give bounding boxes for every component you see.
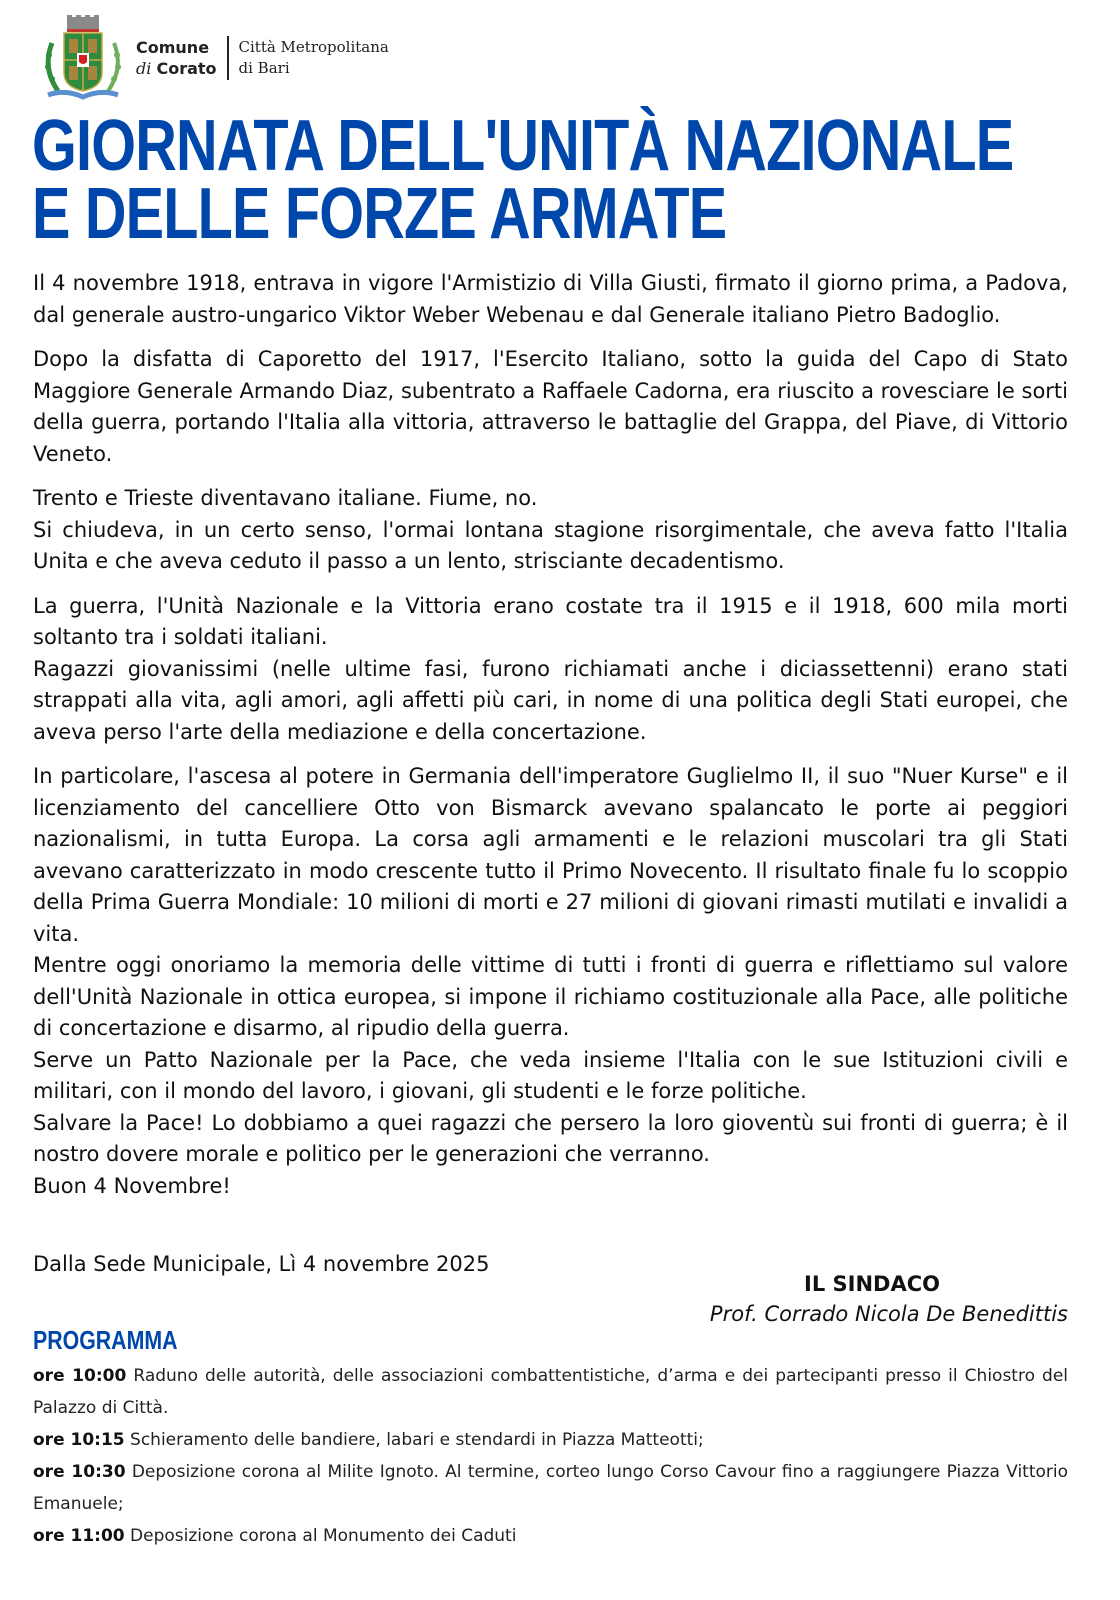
paragraph-2: Dopo la disfatta di Caporetto del 1917, l'Esercito Italiano, sotto la guida del Capo di Stato Maggiore Generale Armando Diaz, subentrato a Raffaele Cadorna, era riuscito a rovesciare le sorti della guerra, portando l'Italia alla vittoria, attraverso le battaglie del Grappa, del Piave, di Vittorio Veneto. xyxy=(33,347,1068,466)
program-time: ore 10:00 xyxy=(33,1366,127,1386)
paragraph-1: Il 4 novembre 1918, entrava in vigore l'Armistizio di Villa Giusti, firmato il giorno prima, a Padova, dal generale austro-ungarico Viktor Weber Webenau e dal Generale italiano Pietro Badoglio. xyxy=(33,271,1068,327)
program-item xyxy=(33,1360,1068,1424)
brand-block xyxy=(136,36,389,80)
program-text: Raduno delle autorità, delle associazioni combattentistiche, d’arma e dei partecipanti presso il Chiostro del Palazzo di Città. xyxy=(33,1366,1069,1418)
signer-name: Prof. Corrado Nicola De Benedittis xyxy=(709,1302,1068,1326)
title-line-1: GIORNATA DELL'UNITÀ NAZIONALE xyxy=(32,106,1014,186)
program-item xyxy=(33,1424,1068,1456)
metro-name: Città Metropolitana di Bari xyxy=(238,38,389,77)
paragraph-5: In particolare, l'ascesa al potere in Germania dell'imperatore Guglielmo II, il suo "Nuer Kurse" e il licenziamento del cancelliere Otto von Bismarck avevano spalancato le porte ai peggiori nazionalismi, in tutta Europa. La corsa agli armamenti e le relazioni muscolari tra gli Stati avevano caratterizzato in modo crescente tutto il Primo Novecento. Il risultato finale fu lo scoppio della Prima Guerra Mondiale: 10 milioni di morti e 27 milioni di giovani rimasti mutilati e invalidi a vita. Mentre oggi onoriamo la memoria delle vittime di tutti i fronti di guerra e riflettiamo sul valore dell'Unità Nazionale in ottica europea, si impone il richiamo costituzionale alla Pace, alle politiche di concertazione e disarmo, al ripudio della guerra. Serve un Patto Nazionale per la Pace, che veda insieme l'Italia con le sue Istituzioni civili e militari, con il mondo del lavoro, i giovani, gli studenti e le forze politiche. Salvare la Pace! Lo dobbiamo a quei ragazzi che persero la loro gioventù sui fronti di guerra; è il nostro dovere morale e politico per le generazioni che verranno. Buon 4 Novembre! xyxy=(33,764,1068,1198)
date-place: Dalla Sede Municipale, Lì 4 novembre 2025 xyxy=(33,1252,490,1276)
paragraph-4: La guerra, l'Unità Nazionale e la Vittoria erano costate tra il 1915 e il 1918, 600 mila morti soltanto tra i soldati italiani. Ragazzi giovanissimi (nelle ultime fasi, furono richiamati anche i diciassettenni) erano stati strappati alla vita, agli amori, agli affetti più cari, in nome di una politica degli Stati europei, che aveva perso l'arte della mediazione e della concertazione. xyxy=(33,593,1068,744)
comune-name: Comune di Corato xyxy=(136,38,217,78)
program-time: ore 10:15 xyxy=(33,1430,125,1450)
program-text: Deposizione corona al Milite Ignoto. Al termine, corteo lungo Corso Cavour fino a raggiungere Piazza Vittorio Emanuele; xyxy=(33,1462,1069,1514)
paragraph-3: Trento e Trieste diventavano italiane. Fiume, no. Si chiudeva, in un certo senso, l'ormai lontana stagione risorgimentale, che aveva fatto l'Italia Unita e che aveva ceduto il passo a un lento, strisciante decadentismo. xyxy=(33,486,1068,573)
program-text: Schieramento delle bandiere, labari e stendardi in Piazza Matteotti; xyxy=(130,1430,704,1450)
program-text: Deposizione corona al Monumento dei Caduti xyxy=(130,1526,517,1546)
page-title xyxy=(32,106,1014,254)
program-title: PROGRAMMA xyxy=(33,1325,178,1355)
program-time: ore 11:00 xyxy=(33,1526,125,1546)
signer-role: IL SINDACO xyxy=(804,1272,940,1296)
program-list xyxy=(33,1360,1068,1552)
program-item xyxy=(33,1456,1068,1520)
message-body xyxy=(33,268,1068,1215)
title-line-2: E DELLE FORZE ARMATE xyxy=(32,174,727,254)
program-time: ore 10:30 xyxy=(33,1462,126,1482)
program-item xyxy=(33,1520,1068,1552)
brand-divider xyxy=(227,36,229,80)
city-crest-icon xyxy=(40,13,126,103)
header xyxy=(40,12,389,104)
